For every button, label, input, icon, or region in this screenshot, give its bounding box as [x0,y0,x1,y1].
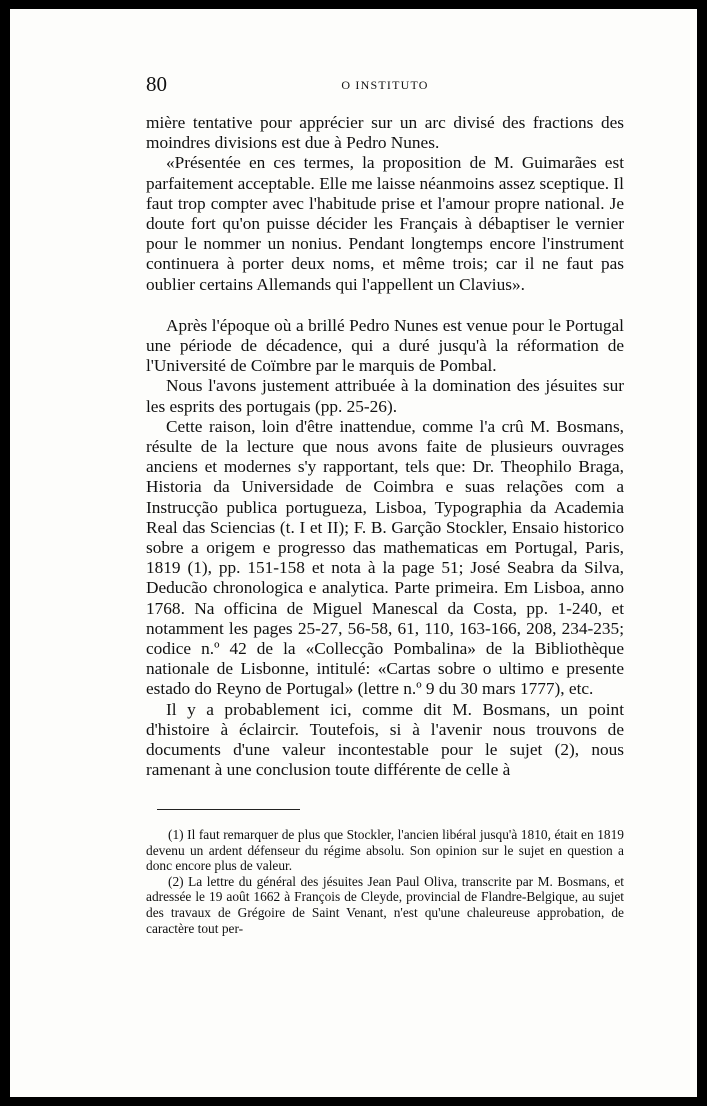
paragraph-1: mière tentative pour apprécier sur un arc divisé des fractions des moindres divisions est due à Pedro Nunes. [146,113,624,153]
document-page [10,9,697,1097]
footnotes [146,827,624,936]
footnote-divider [157,809,300,810]
running-title: O INSTITUTO [341,78,429,92]
body-text [146,113,624,781]
paragraph-5: Cette raison, loin d'être inattendue, comme l'a crû M. Bosmans, résulte de la lecture que nous avons faite de plusieurs ouvrages anciens et modernes s'y rapportant, tels que: Dr. Theophilo Braga, Historia da Universidade de Coimbra e suas relações com a Instrucção publica portugueza, Lisboa, Typographia da Academia Real das Sciencias (t. I et II); F. B. Garção Stockler, Ensaio historico sobre a origem e progresso das mathematicas em Portugal, Paris, 1819 (1), pp. 151-158 et nota à la page 51; José Seabra da Silva, Deducão chronologica e analytica. Parte primeira. Em Lisboa, anno 1768. Na officina de Miguel Manescal da Costa, pp. 1-240, et notamment les pages 25-27, 56-58, 61, 110, 163-166, 208, 234-235; codice n.º 42 de la «Collecção Pombalina» de la Bibliothèque nationale de Lisbonne, intitulé: «Cartas sobre o ultimo e presente estado do Reyno de Portugal» (lettre n.º 9 du 30 mars 1777), etc. [146,416,624,699]
page-number: 80 [146,72,167,96]
paragraph-4: Nous l'avons justement attribuée à la domination des jésuites sur les esprits des portugais (pp. 25-26). [146,376,624,416]
footnote-2: (2) La lettre du général des jésuites Jean Paul Oliva, transcrite par M. Bosmans, et adressée le 19 août 1662 à François de Cleyde, provincial de Flandre-Belgique, au sujet des travaux de Grégoire de Saint Venant, n'est qu'une chaleureuse approbation, de caractère tout per- [146,873,624,936]
paragraph-6: Il y a probablement ici, comme dit M. Bosmans, un point d'histoire à éclaircir. Toutefois, si à l'avenir nous trouvons de documents d'une valeur incontestable pour le sujet (2), nous ramenant à une conclusion toute différente de celle à [146,699,624,780]
page-header [146,72,624,96]
paragraph-2: «Présentée en ces termes, la proposition de M. Guimarães est parfaitement acceptable. Elle me laisse néanmoins assez sceptique. Il faut trop compter avec l'habitude prise et l'amour propre national. Je doute fort qu'on puisse décider les Français à débaptiser le vernier pour le nommer un nonius. Pendant longtemps encore l'instrument continuera à porter deux noms, et même trois; car il ne faut pas oublier certains Allemands qui l'appellent un Clavius». [146,153,624,294]
footnote-1: (1) Il faut remarquer de plus que Stockler, l'ancien libéral jusqu'à 1810, était en 1819 devenu un ardent défenseur du régime absolu. Son opinion sur le sujet en question a donc encore plus de valeur. [146,827,624,874]
paragraph-3: Après l'époque où a brillé Pedro Nunes est venue pour le Portugal une période de décadence, qui a duré jusqu'à la réformation de l'Université de Coïmbre par le marquis de Pombal. [146,315,624,376]
